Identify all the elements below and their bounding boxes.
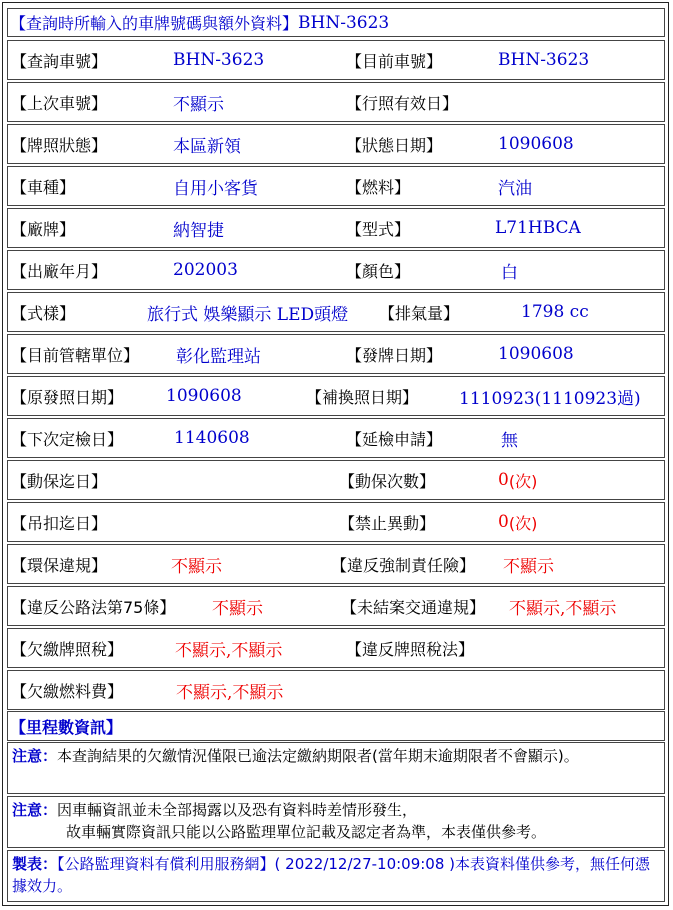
count-unit: (次) — [508, 471, 538, 491]
field-value: 納智捷 — [173, 220, 224, 241]
field-label: 【下次定檢日】 — [11, 429, 124, 449]
field-value: 無 — [501, 430, 518, 451]
field-label: 【燃料】 — [346, 177, 411, 197]
info-row — [7, 502, 665, 542]
field-value: 旅行式 娛樂顯示 LED頭燈 — [147, 304, 349, 325]
field-label: 【動保迄日】 — [11, 471, 108, 491]
note-line1: 因車輛資訊並未全部揭露以及恐有資料時差情形發生， — [57, 801, 418, 819]
field-label: 【行照有效日】 — [346, 93, 459, 113]
info-row — [7, 40, 665, 80]
field-label: 【型式】 — [346, 219, 411, 239]
field-value: 不顯示,不顯示 — [509, 598, 617, 619]
footer-note — [7, 850, 665, 902]
field-label: 【出廠年月】 — [11, 261, 108, 281]
field-label: 【發牌日期】 — [346, 345, 443, 365]
field-label: 【違反牌照稅法】 — [346, 639, 475, 659]
note-text: 本查詢結果的欠繳情況僅限已逾法定繳納期限者(當年期末逾期限者不會顯示)。 — [57, 747, 579, 765]
field-label: 【廠牌】 — [11, 219, 76, 239]
info-row — [7, 292, 665, 332]
note-line2: 故車輛實際資訊只能以公路監理單位記載及認定者為準，本表僅供參考。 — [66, 823, 547, 841]
query-title-plate: BHN-3623 — [298, 12, 390, 33]
field-value: 不顯示 — [212, 598, 263, 619]
footer-source: 【公路監理資料有償利用服務網】 — [57, 855, 275, 873]
field-label: 【原發照日期】 — [11, 387, 124, 407]
field-label: 【動保次數】 — [339, 471, 436, 491]
field-value: 不顯示,不顯示 — [176, 682, 284, 703]
footer-text: 本表資料僅供參考，無任何憑據效力。 — [12, 855, 651, 895]
field-value: 白 — [501, 262, 518, 283]
info-row — [7, 82, 665, 122]
footer-label: 製表： — [12, 855, 58, 873]
field-label: 【環保違規】 — [11, 555, 108, 575]
count-value — [498, 461, 537, 499]
info-row — [7, 628, 665, 668]
note-label: 注意： — [12, 801, 58, 819]
field-value: BHN-3623 — [498, 50, 590, 70]
info-row — [7, 586, 665, 626]
field-label: 【上次車號】 — [11, 93, 108, 113]
field-value: 1110923(1110923過) — [459, 388, 641, 409]
field-label: 【狀態日期】 — [346, 135, 443, 155]
note-delinquency — [7, 742, 665, 794]
field-value: BHN-3623 — [173, 50, 265, 70]
count-value — [498, 503, 537, 541]
count-number: 0 — [498, 470, 509, 490]
field-value: 不顯示,不顯示 — [175, 640, 283, 661]
field-label: 【補換照日期】 — [306, 387, 419, 407]
info-row — [7, 418, 665, 458]
field-label: 【欠繳燃料費】 — [11, 681, 124, 701]
field-value: 不顯示 — [173, 94, 224, 115]
field-value: 1090608 — [166, 386, 242, 406]
mileage-row — [7, 711, 665, 741]
query-title-label: 【查詢時所輸入的車牌號碼與額外資料】 — [10, 14, 299, 33]
footer-time: ( 2022/12/27-10:09:08 ) — [274, 855, 456, 873]
field-label: 【車種】 — [11, 177, 76, 197]
field-label: 【目前管轄單位】 — [11, 345, 140, 365]
field-value: 彰化監理站 — [176, 346, 261, 367]
mileage-label: 【里程數資訊】 — [10, 717, 123, 737]
field-label: 【未結案交通違規】 — [341, 597, 486, 617]
field-label: 【欠繳牌照稅】 — [11, 639, 124, 659]
field-label: 【延檢申請】 — [346, 429, 443, 449]
info-row — [7, 544, 665, 584]
field-value: 不顯示 — [171, 556, 222, 577]
field-value: 202003 — [173, 260, 238, 280]
info-row — [7, 250, 665, 290]
field-label: 【查詢車號】 — [11, 51, 108, 71]
note-disclosure — [7, 796, 665, 848]
info-row — [7, 670, 665, 710]
query-title-row — [7, 8, 665, 37]
field-value: 1090608 — [498, 134, 574, 154]
field-value: 1140608 — [174, 428, 250, 448]
field-label: 【禁止異動】 — [339, 513, 436, 533]
field-label: 【式樣】 — [11, 303, 76, 323]
field-label: 【吊扣迄日】 — [11, 513, 108, 533]
field-value: 汽油 — [498, 178, 532, 199]
field-value: 本區新領 — [173, 136, 241, 157]
field-label: 【目前車號】 — [346, 51, 443, 71]
field-value: 自用小客貨 — [173, 178, 258, 199]
info-row — [7, 334, 665, 374]
field-label: 【違反強制責任險】 — [331, 555, 476, 575]
field-label: 【違反公路法第75條】 — [11, 597, 176, 617]
field-label: 【牌照狀態】 — [11, 135, 108, 155]
info-row — [7, 376, 665, 416]
info-row — [7, 460, 665, 500]
field-value: 1090608 — [498, 344, 574, 364]
field-value: 1798 cc — [521, 302, 589, 322]
field-label: 【排氣量】 — [379, 303, 460, 323]
field-label: 【顏色】 — [346, 261, 411, 281]
count-number: 0 — [498, 512, 509, 532]
info-row — [7, 208, 665, 248]
field-value: 不顯示 — [503, 556, 554, 577]
info-row — [7, 166, 665, 206]
info-row — [7, 124, 665, 164]
count-unit: (次) — [508, 513, 538, 533]
field-value: L71HBCA — [495, 218, 581, 238]
note-label: 注意： — [12, 747, 58, 765]
